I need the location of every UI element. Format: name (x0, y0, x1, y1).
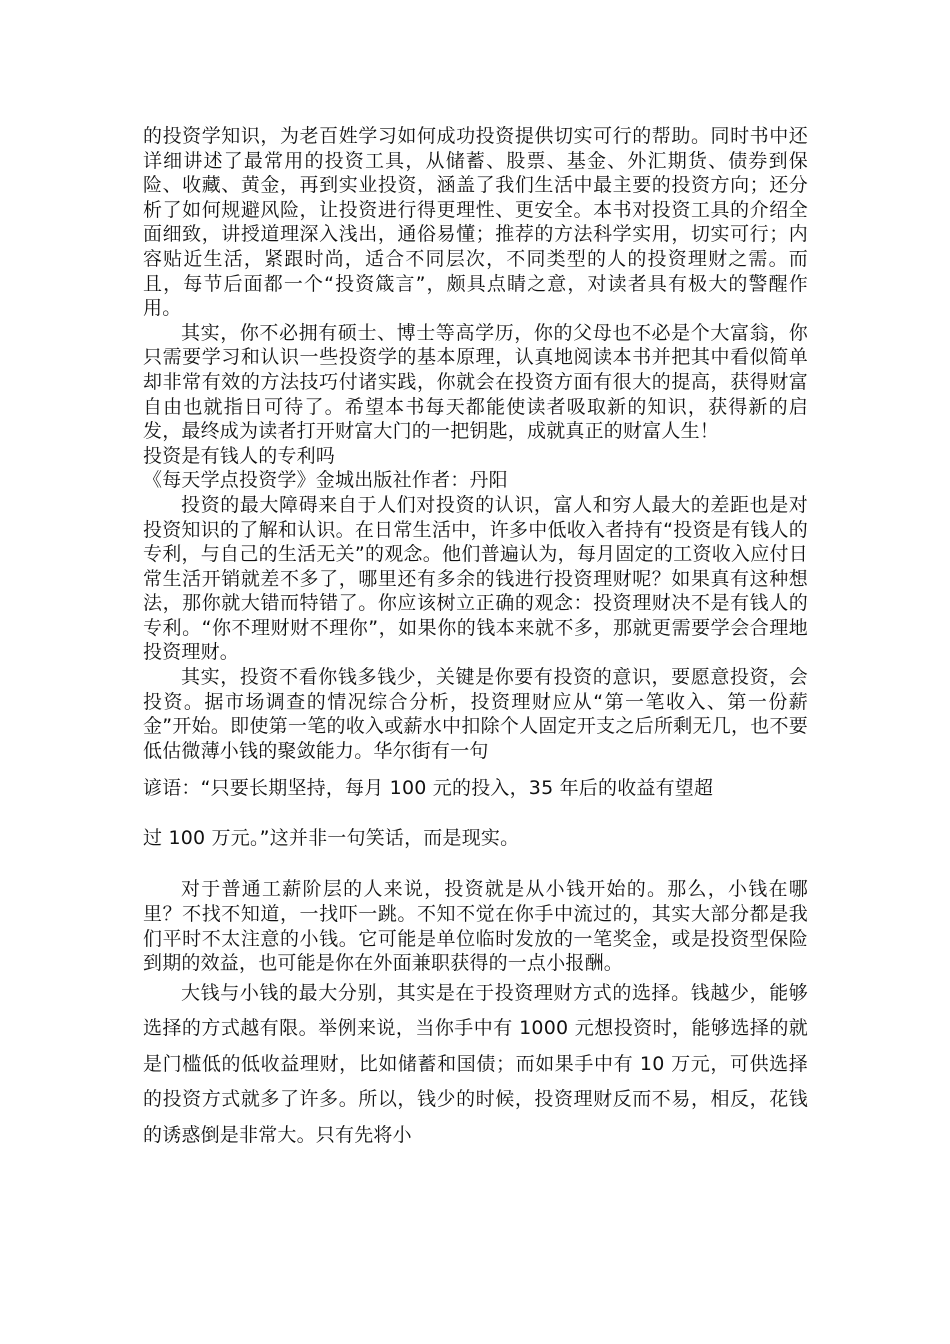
paragraph-start-investing: 其实，投资不看你钱多钱少，关键是你要有投资的意识，要愿意投资，会投资。据市场调查的情况综合分析，投资理财应从“第一笔收入、第一份薪金”开始。即使第一笔的收入或薪水中扣除个人固定开支之后所剩无几，也不要低估微薄小钱的聚敛能力。华尔街有一句 (143, 666, 808, 762)
paragraph-saying-conclusion: 过 100 万元。”这并非一句笑话，而是现实。 (143, 827, 520, 850)
paragraph-wall-street-saying: 谚语：“只要长期坚持，每月 100 元的投入，35 年后的收益有望超 (143, 777, 714, 800)
paragraph-big-vs-small-money: 大钱与小钱的最大分别，其实是在于投资理财方式的选择。钱越少，能够选择的方式越有限。举例来说，当你手中有 1000 元想投资时，能够选择的就是门槛低的低收益理财，比如储蓄和国债；而如果手中有 10 万元，可供选择的投资方式就多了许多。所以，钱少的时候，投资理财反而不易，相反，花钱的诱惑倒是非常大。只有先将小 (143, 981, 808, 1146)
paragraph-book-intro: 的投资学知识，为老百姓学习如何成功投资提供切实可行的帮助。同时书中还详细讲述了最常用的投资工具，从储蓄、股票、基金、外汇期货、债券到保险、收藏、黄金，再到实业投资，涵盖了我们生活中最主要的投资方向；还分析了如何规避风险，让投资进行得更理性、更安全。本书对投资工具的介绍全面细致，讲授道理深入浅出，通俗易懂；推荐的方法科学实用，切实可行；内容贴近生活，紧跟时尚，适合不同层次，不同类型的人的投资理财之需。而且，每节后面都一个“投资箴言”，颇具点睛之意，对读者具有极大的警醒作用。 (143, 125, 808, 320)
document-page (143, 124, 808, 1153)
article-source: 《每天学点投资学》金城出版社作者：丹阳 (143, 469, 508, 492)
paragraph-small-money: 对于普通工薪阶层的人来说，投资就是从小钱开始的。那么，小钱在哪里？不找不知道，一找吓一跳。不知不觉在你手中流过的，其实大部分都是我们平时不太注意的小钱。它可能是单位临时发放的一笔奖金，或是投资型保险到期的效益，也可能是你在外面兼职获得的一点小报酬。 (143, 878, 808, 975)
paragraph-no-degree-needed: 其实，你不必拥有硕士、博士等高学历，你的父母也不必是个大富翁，你只需要学习和认识一些投资学的基本原理，认真地阅读本书并把其中看似简单却非常有效的方法技巧付诸实践，你就会在投资方面有很大的提高，获得财富自由也就指日可待了。希望本书每天都能使读者吸取新的知识，获得新的启发，最终成为读者打开财富大门的一把钥匙，成就真正的财富人生！ (143, 321, 808, 443)
paragraph-biggest-obstacle: 投资的最大障碍来自于人们对投资的认识，富人和穷人最大的差距也是对投资知识的了解和认识。在日常生活中，许多中低收入者持有“投资是有钱人的专利，与自己的生活无关”的观念。他们普遍认为，每月固定的工资收入应付日常生活开销就差不多了，哪里还有多余的钱进行投资理财呢？如果真有这种想法，那你就大错而特错了。你应该树立正确的观念：投资理财决不是有钱人的专利。“你不理财财不理你”，如果你的钱本来就不多，那就更需要学会合理地投资理财。 (143, 493, 808, 664)
article-title: 投资是有钱人的专利吗 (143, 444, 336, 467)
